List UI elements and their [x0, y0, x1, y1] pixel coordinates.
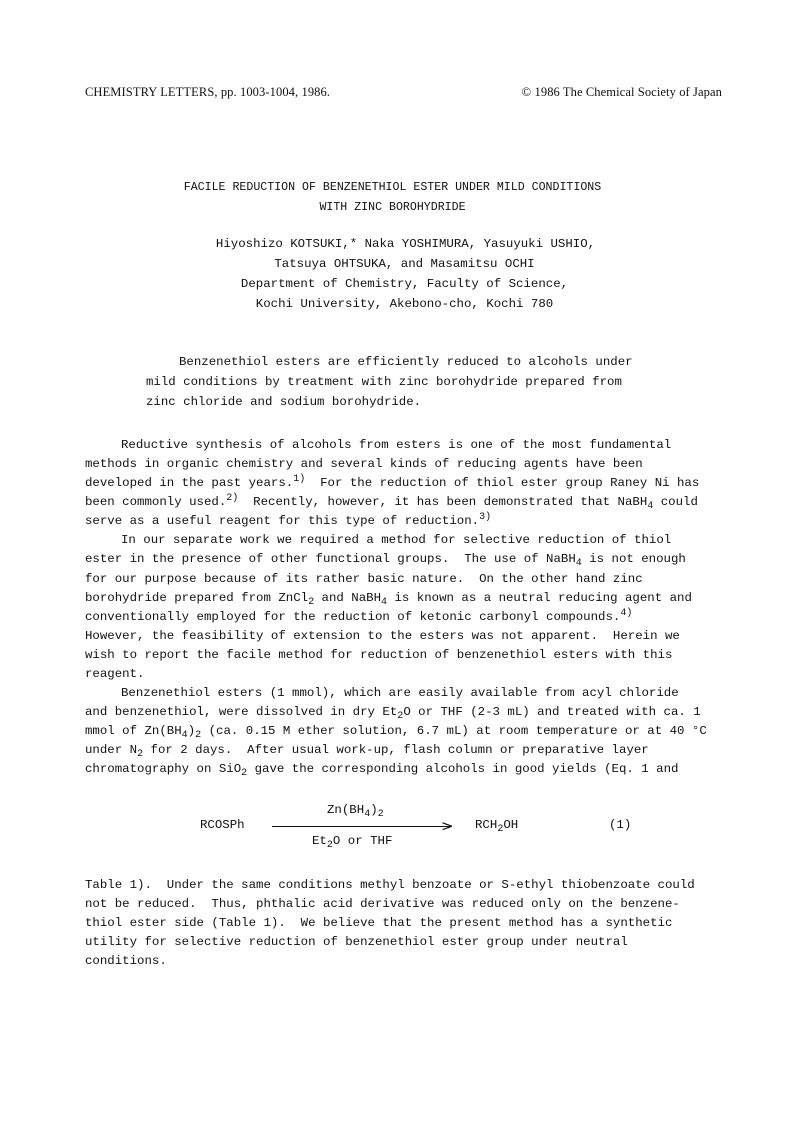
equation-product: $RCH_2OH$ — [475, 818, 519, 835]
body-text-line: conditions. — [85, 954, 167, 968]
paper-title-line-2: WITH ZINC BOROHYDRIDE — [319, 201, 466, 214]
body-text-line: been commonly used.$^{2)}$ Recently, however, it has been demonstrated that NaBH$_4$ could — [85, 493, 698, 512]
reaction-arrow-head: > — [441, 817, 454, 835]
affiliation-line-1: Department of Chemistry, Faculty of Science, — [240, 277, 569, 291]
body-text-line: reagent. — [85, 667, 145, 681]
body-text-line: serve as a useful reagent for this type of reduction.$^{3)}$ — [85, 512, 492, 528]
paper-title-line-1: FACILE REDUCTION OF BENZENETHIOL ESTER UNDER MILD CONDITIONS — [183, 181, 602, 194]
abstract-line-2: mild conditions by treatment with zinc borohydride prepared from — [146, 375, 622, 389]
equation-reagent: $Zn(BH_4)_2$ — [327, 803, 384, 820]
body-text-line: and benzenethiol, were dissolved in dry $Et_2O$ or THF (2-3 mL) and treated with ca. 1 — [85, 705, 701, 722]
abstract-line-3: zinc chloride and sodium borohydride. — [146, 395, 422, 409]
reference-marker: 1) — [293, 474, 306, 485]
body-text-line: chromatography on SiO$_2$ gave the corresponding alcohols in good yields (Eq. 1 and — [85, 762, 679, 779]
body-text-line: ester in the presence of other functional groups. The use of NaBH$_4$ is not enough — [85, 552, 686, 569]
reference-marker: 4) — [620, 608, 633, 619]
body-text-line: for our purpose because of its rather basic nature. On the other hand zinc — [85, 572, 643, 586]
body-text-line: thiol ester side (Table 1). We believe that the present method has a synthetic — [85, 916, 673, 930]
abstract-line-1: Benzenethiol esters are efficiently reduced to alcohols under — [179, 355, 633, 369]
journal-citation: CHEMISTRY LETTERS, pp. 1003-1004, 1986. — [85, 85, 331, 99]
body-text-line: mmol of $Zn(BH_4)_2$ (ca. 0.15 M ether solution, 6.7 mL) at room temperature or at 40 °C — [85, 724, 707, 741]
body-text-line: Table 1). Under the same conditions methyl benzoate or S-ethyl thiobenzoate could — [85, 878, 695, 892]
author-list-line-1: Hiyoshizo KOTSUKI,* Naka YOSHIMURA, Yasuyuki USHIO, — [215, 237, 596, 251]
body-text-line: under $N_2$ for 2 days. After usual work-up, flash column or preparative layer — [85, 743, 649, 760]
reference-marker: 3) — [479, 512, 492, 523]
body-text-line: conventionally employed for the reduction of ketonic carbonyl compounds.$^{4)}$ — [85, 608, 633, 624]
author-list-line-2: Tatsuya OHTSUKA, and Masamitsu OCHI — [274, 257, 535, 271]
body-text-line: In our separate work we required a method for selective reduction of thiol — [121, 533, 672, 547]
reaction-arrow-shaft — [272, 826, 450, 827]
body-text-line: methods in organic chemistry and several kinds of reducing agents have been — [85, 457, 643, 471]
body-text-line: not be reduced. Thus, phthalic acid derivative was reduced only on the benzene- — [85, 897, 680, 911]
body-text-line: utility for selective reduction of benzenethiol ester group under neutral — [85, 935, 628, 949]
body-text-line: Reductive synthesis of alcohols from esters is one of the most fundamental — [121, 438, 672, 452]
affiliation-line-2: Kochi University, Akebono-cho, Kochi 780 — [255, 297, 554, 311]
copyright-notice: © 1986 The Chemical Society of Japan — [521, 85, 722, 99]
equation-solvent: $Et_2O$ or THF — [312, 834, 393, 851]
equation-number: (1) — [609, 818, 632, 832]
reference-marker: 2) — [226, 493, 239, 504]
body-text-line: borohydride prepared from ZnCl$_2$ and NaBH$_4$ is known as a neutral reducing agent and — [85, 591, 692, 608]
body-text-line: Benzenethiol esters (1 mmol), which are easily available from acyl chloride — [121, 686, 679, 700]
equation-reactant: RCOSPh — [200, 818, 245, 832]
body-text-line: However, the feasibility of extension to the esters was not apparent. Herein we — [85, 629, 680, 643]
body-text-line: wish to report the facile method for reduction of benzenethiol esters with this — [85, 648, 673, 662]
body-text-line: developed in the past years.$^{1)}$ For the reduction of thiol ester group Raney Ni has — [85, 474, 700, 490]
